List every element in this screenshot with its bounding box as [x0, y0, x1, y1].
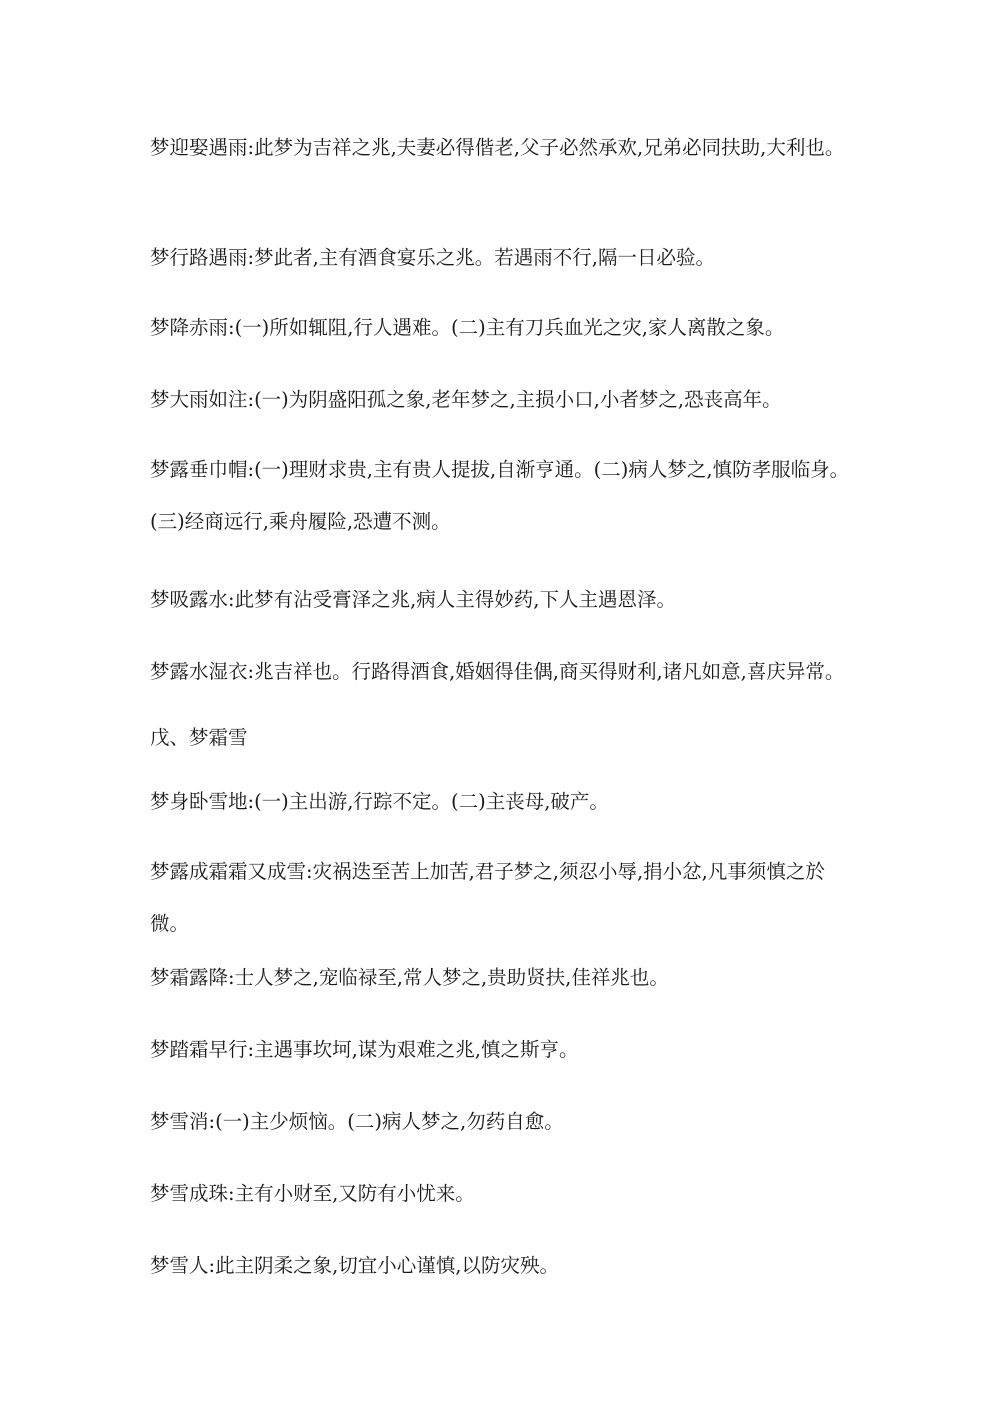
entry-dew-frost-snow: 梦露成霜霜又成雪:灾祸迭至苦上加苦,君子梦之,须忍小辱,捐小忿,凡事须慎之於微。 — [150, 860, 825, 935]
entry-marriage-rain: 梦迎娶遇雨:此梦为吉祥之兆,夫妻必得偕老,父子必然承欢,兄弟必同扶助,大利也。 — [150, 136, 845, 159]
entry-snowman: 梦雪人:此主阴柔之象,切宜小心谨慎,以防灾殃。 — [150, 1254, 559, 1277]
section-heading-frost-snow: 戊、梦霜雪 — [150, 726, 248, 749]
entry-heavy-rain: 梦大雨如注:(一)为阴盛阳孤之象,老年梦之,主损小口,小者梦之,恐丧高年。 — [150, 388, 782, 411]
entry-snow-pearl: 梦雪成珠:主有小财至,又防有小忧来。 — [150, 1182, 475, 1205]
entry-drink-dew: 梦吸露水:此梦有沾受膏泽之兆,病人主得妙药,下人主遇恩泽。 — [150, 588, 676, 611]
entry-tread-frost: 梦踏霜早行:主遇事坎坷,谋为艰难之兆,慎之斯亨。 — [150, 1038, 579, 1061]
entry-lie-snow: 梦身卧雪地:(一)主出游,行踪不定。(二)主丧母,破产。 — [150, 790, 609, 813]
entry-dew-hat: 梦露垂巾帽:(一)理财求贵,主有贵人提拔,自渐亨通。(二)病人梦之,慎防孝服临身。(三)经商远行,乘舟履险,恐遭不测。 — [150, 458, 850, 533]
entry-dew-wet-clothes: 梦露水湿衣:兆吉祥也。行路得酒食,婚姻得佳偶,商买得财利,诸凡如意,喜庆异常。 — [150, 660, 845, 683]
entry-snow-melt: 梦雪消:(一)主少烦恼。(二)病人梦之,勿药自愈。 — [150, 1110, 564, 1133]
entry-frost-dew: 梦霜露降:士人梦之,宠临禄至,常人梦之,贵助贤扶,佳祥兆也。 — [150, 966, 669, 989]
entry-walking-rain: 梦行路遇雨:梦此者,主有酒食宴乐之兆。若遇雨不行,隔一日必验。 — [150, 246, 715, 269]
entry-red-rain: 梦降赤雨:(一)所如辄阻,行人遇难。(二)主有刀兵血光之灾,家人离散之象。 — [150, 316, 785, 339]
